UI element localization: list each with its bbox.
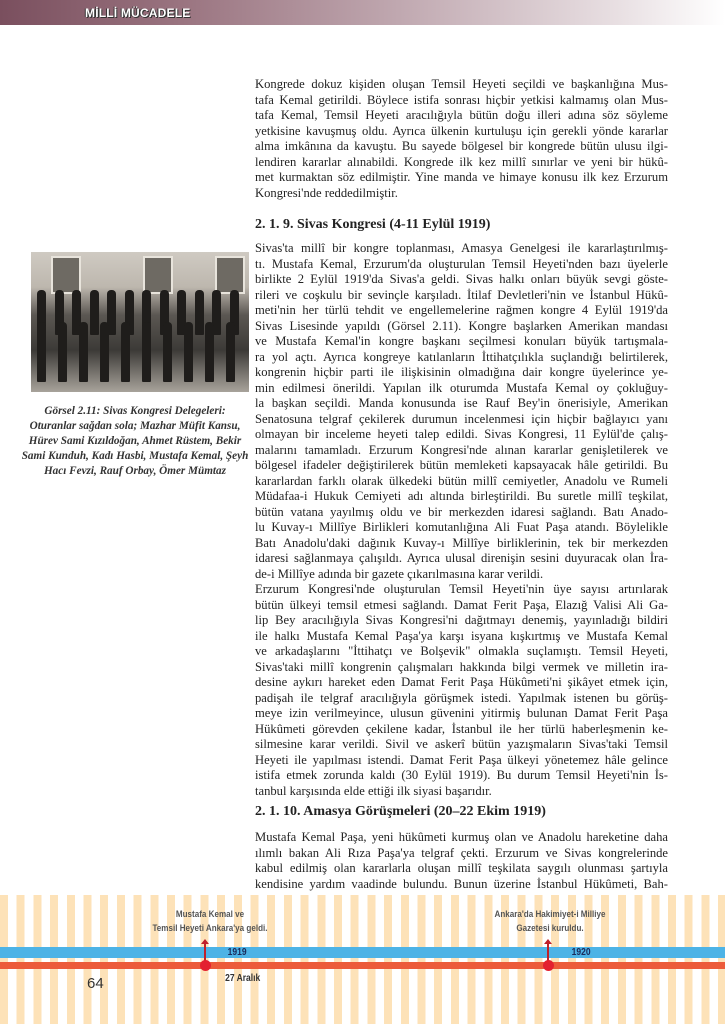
timeline-line [0,962,725,969]
text-line: Erzurum Kongresi'nde oluşturulan Temsil Heyeti'nin üye sayısı artırılarak [255,582,668,596]
text-line: olmayan bir inceleme heyeti talep edildi. Sivas Kongresi, 11 Eylül'de çalış- [255,427,668,441]
text-line: de-i Millîye adında bir gazete çıkarılmasına karar verildi. [255,566,544,581]
text-line: Hükûmeti görevden çekilene kadar, İstanbul ile her türlü haberleşmenin ke- [255,721,668,736]
text-line: Batı Anadolu'daki dağınık Kuvay-ı Millîye birliklerinin, tek bir merkezden [255,535,668,550]
text-line: ra yol açtı. Ayrıca kongreye katılanların İttihatçılıkla suçlandığı belirtilerek, [255,349,668,364]
text-line: Sivas'taki millî kongrenin çalışmaları hakkında bilgi vermek ve milletin ira- [255,659,668,674]
section-heading-sivas: 2. 1. 9. Sivas Kongresi (4-11 Eylül 1919) [255,217,491,232]
arrow-up-icon [204,943,206,961]
text-line: lip Bey aracılığıyla Sivas Kongresi'ni dağıtmayı denemiş, yayınladığı bildiri [255,613,668,627]
text-line: istifa etmek zorunda kaldı (30 Eylül 1919). Bu durum Temsil Heyeti'nin İs- [255,768,668,782]
text-line: min edilmesi önerildi. Yapılan ilk oturumda Mustafa Kemal oy çokluğuy- [255,380,668,395]
sivas-congress-photo [31,252,249,392]
paragraph-sivas-congress [255,241,668,582]
text-line: malarını tamamladı. Erzurum Kongresi'nde alınan kararlar genişletilerek ve [255,442,668,457]
event-2-line2: Gazetesi kuruldu. [516,923,584,934]
timeline-event-2-label [478,908,623,936]
text-line: Mustafa Kemal Paşa, yeni hükûmeti kurmuş olan ve Anadolu hareketine daha [255,830,668,844]
person-figure [58,322,67,382]
text-line: desine aykırı hareket eden Damat Ferit Paşa Hükûmeti'ni şikâyet etmek için, [255,675,668,689]
text-line: la başkan seçildi. Manda konusunda ise Rauf Bey'in önerisiyle, Amerikan [255,396,668,410]
chapter-header [0,0,725,25]
text-line: tı. Mustafa Kemal, Erzurum'da oluşturulan Temsil Heyeti'nden bazı üyelerle [255,256,668,271]
paragraph-amasya [255,830,668,892]
person-figure [142,322,151,382]
text-line: alma imkânına da kavuştu. Bu sayede bölgesel bir kongrede bütün ulusu ilgi- [255,139,668,153]
event-1-date: 27 Aralık [225,973,261,984]
person-figure [90,290,99,335]
text-line: bütün vatana yayılmış oldu ve bir merkezden idaresi sağlandı. Batı Anado- [255,504,668,519]
event-2-line1: Ankara'da Hakimiyet-i Milliye [494,909,606,920]
text-line: padişah ile telgraf aracılığıyla görüşmek istedi. Yapılmak istenen bu görüş- [255,690,668,705]
timeline-marker-1 [200,960,211,971]
text-line: silmesine karar verildi. Sivil ve askerî bütün yazışmaların Sivas'taki Temsil [255,737,668,751]
person-figure [195,290,204,335]
person-figure [205,322,214,382]
text-line: ile halkı Mustafa Kemal Paşa'ya karşı isyana kışkırtmış ve Mustafa Kemal [255,628,668,643]
photo-window [143,256,173,294]
person-figure [163,322,172,382]
text-line: tanbul karşısında elde ettiği ilk siyasi başarıdır. [255,783,492,798]
text-line: Sivas'ta millî bir kongre toplanması, Amasya Genelgesi ile kararlaştırılmış- [255,241,668,255]
person-figure [121,322,130,382]
text-line: ve Mustafa Kemal'in kongre başkanı seçilmesi konuları büyük tartışmala- [255,334,668,348]
text-line: lendiren kararlar alınabildi. Kongrede ilk kez millî sınırlar ve yeni bir hükû- [255,154,668,169]
year-label-1919: 1919 [227,947,247,958]
text-line: meye izin verilmeyince, ulusun güvenini yitirmiş bulunan Damat Ferit Paşa [255,706,668,720]
photo-window [51,256,81,294]
text-line: idaresi sağlanmaya çalışıldı. Ayrıca ulusal direnişin sesini duyuracak olan İra- [255,551,668,565]
paragraph-temsil-heyeti [255,582,668,799]
text-line: tafa Kemal getirildi. Böylece istifa sonrası hiçbir yetkisi kalmamış olan Mus- [255,92,668,107]
text-line: kararlardan farklı olarak ülkedeki bütün millî cemiyetler, Anadolu ve Rumeli [255,473,668,488]
event-1-line2: Temsil Heyeti Ankara'ya geldi. [152,923,268,934]
text-line: kendisine yardım vaadinde bulundu. Bunun üzerine İstanbul Hükûmeti, Bah- [255,876,668,891]
event-1-line1: Mustafa Kemal ve [175,909,245,920]
text-line: bölgesel ifadeler değiştirilerek bütün memleketi kapsayacak hâle getirildi. Bu [255,458,668,472]
text-line: Kongresi'nde reddedilmiştir. [255,185,398,200]
year-label-1920: 1920 [571,947,591,958]
figure-caption [20,404,250,479]
arrow-up-icon [547,943,549,961]
section-heading-amasya: 2. 1. 10. Amasya Görüşmeleri (20–22 Ekim 1919) [255,804,546,819]
person-figure [79,322,88,382]
text-line: kabul edilmiş olan kararlarla oluşan millî teşkilata saygılı olunması şartıyla [255,861,668,875]
photo-window [215,256,245,294]
text-line: rileri ve coşkulu bir sevinçle karşıladı. İtilaf Devletleri'nin ve İstanbul Hükû- [255,287,668,302]
text-line: Senatosuna telgraf çekilerek durumun incelenmesi için hiçbir bağlayıcı yanı [255,411,668,426]
text-line: meti'nin her türlü tehdit ve engellemelerine rağmen kongre 4 Eylül 1919'da [255,303,668,317]
person-figure [184,322,193,382]
text-line: Kongrede dokuz kişiden oluşan Temsil Heyeti seçildi ve başkanlığına Mus- [255,77,668,91]
chapter-title: MİLLİ MÜCADELE [85,6,191,20]
caption-title: Görsel 2.11: Sivas Kongresi Delegeleri: [44,405,226,417]
text-line: ve arkadaşlarını "İttihatçı ve Bolşevik" olmakla suçlamıştı. Temsil Heyeti, [255,644,668,658]
text-line: met kurmaktan söz edilmiştir. Yine manda ve himaye konusu ilk kez Erzurum [255,170,668,184]
text-line: birlikte 2 Eylül 1919'da Sivas'a geldi. Sivas halkı onları büyük sevgi göste- [255,272,668,286]
text-line: yetkisine kavuşmuş oldu. Ayrıca ülkenin kurtuluşu için gerekli yönde kararlar [255,123,668,138]
person-figure [37,322,46,382]
paragraph-erzurum-conclusion [255,77,668,201]
caption-body: Oturanlar sağdan sola; Mazhar Müfit Kansu, Hürev Sami Kızıldoğan, Ahmet Rüstem, Bekir Sami Kunduh, Kadı Hasbi, Mustafa Kemal, Şeyh Hacı Fevzi, Rauf Orbay, Ömer Mümtaz [21,420,249,477]
text-line: Sivas Lisesinde yapıldı (Görsel 2.11). Kongre başlarken Amerikan mandası [255,318,668,333]
person-figure [226,322,235,382]
text-line: lu Kuvay-ı Millîye Birlikleri komutanlığına Ali Fuat Paşa atandı. Böylelikle [255,520,668,534]
text-line: Heyeti ile yapılması istendi. Damat Ferit Paşa ülkeyi yönetemez hâle gelince [255,752,668,767]
text-line: Müdafaa-i Hukuk Cemiyeti adı altında birleştirildi. Bu suretle millî teşkilat, [255,489,668,503]
text-line: bütün ülkeyi temsil etmesi sağlandı. Damat Ferit Paşa, Elazığ Valisi Ali Ga- [255,597,668,612]
page-number: 64 [87,975,104,992]
person-figure [100,322,109,382]
timeline-marker-2 [543,960,554,971]
text-line: tafa Kemal, Temsil Heyeti aracılığıyla bütün doğu illeri adına söz söyleme [255,108,668,122]
timeline-event-1-label [142,908,278,936]
text-line: ılımlı bakan Ali Rıza Paşa'ya telgraf çekti. Erzurum ve Sivas kongrelerinde [255,845,668,860]
timeline-year-band [0,947,725,958]
text-line: kongrenin hiçbir parti ile ilişkisinin olmadığına dair kongre üyelerince ye- [255,365,668,379]
